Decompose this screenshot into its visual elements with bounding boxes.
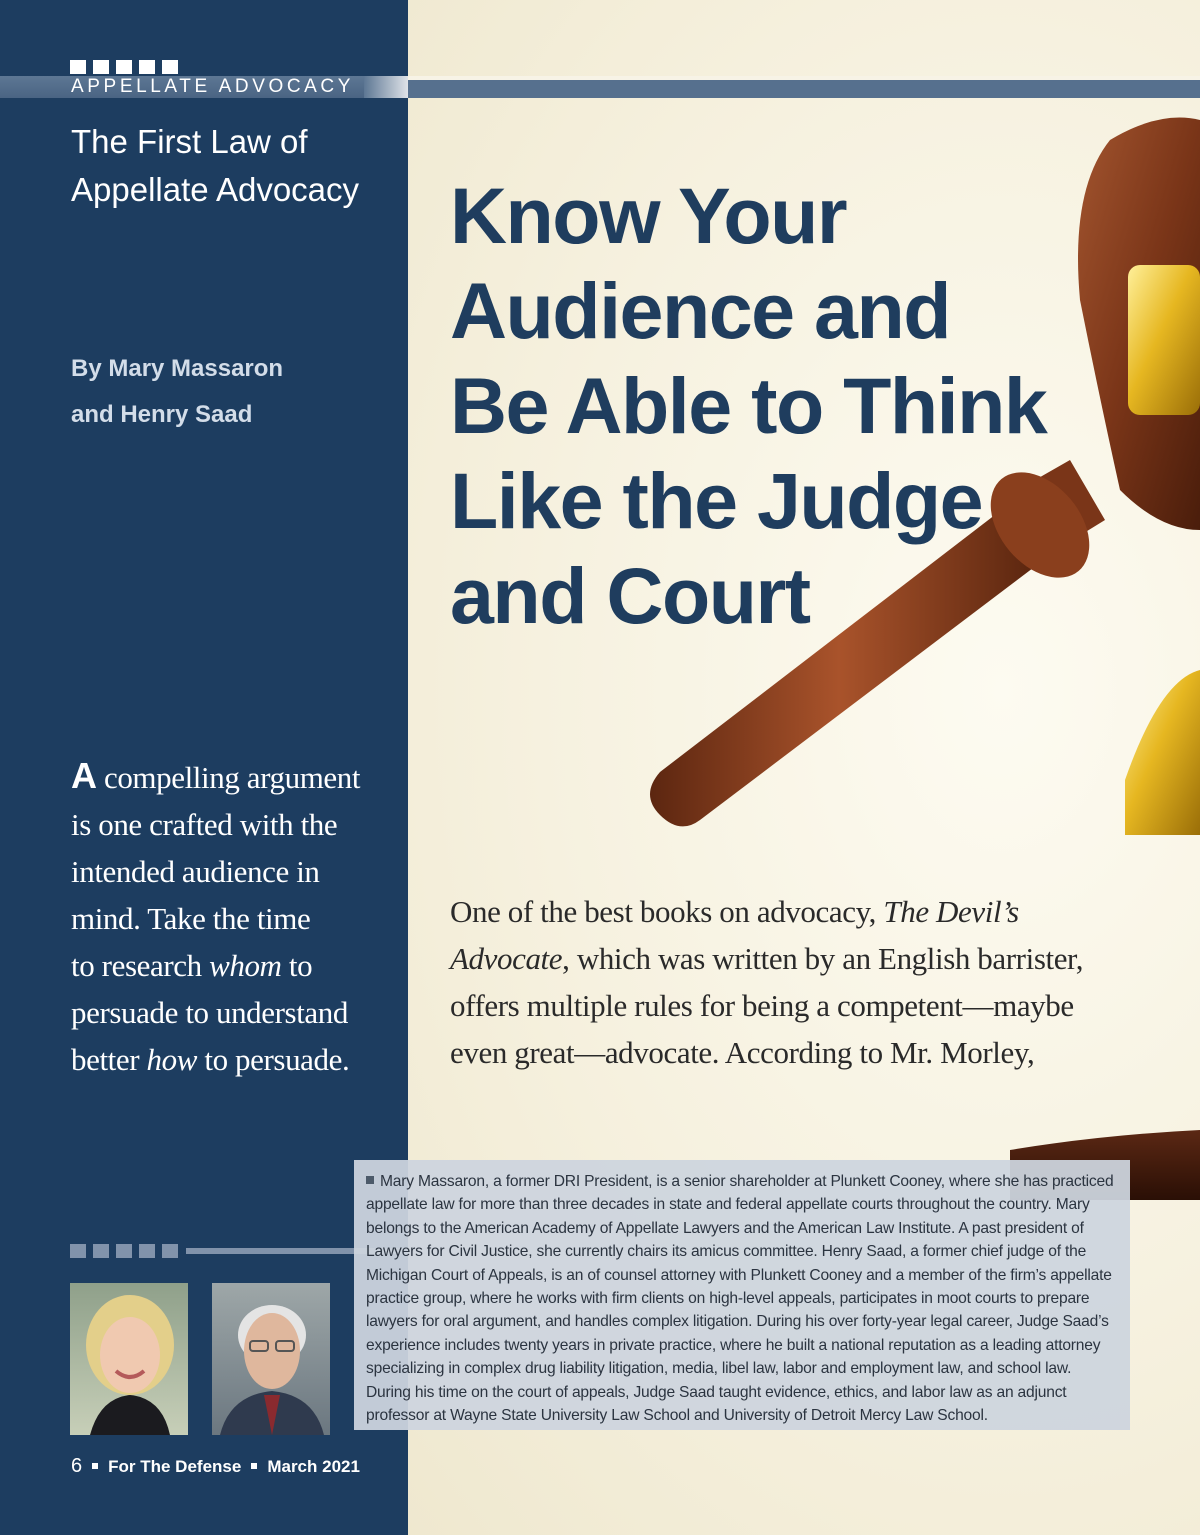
portrait-photo-woman [70, 1283, 188, 1435]
issue-date: March 2021 [267, 1457, 360, 1476]
headline: Know Your Audience and Be Able to Think Like the Judge and Court [450, 171, 1047, 640]
portrait-photo-man [212, 1283, 330, 1435]
article-kicker: The First Law of Appellate Advocacy [71, 123, 360, 208]
pull-quote: A compelling argument is one crafted with the intended audience in mind. Take the time to research whom to persuade to understand better how to persuade. [71, 755, 361, 1077]
section-marker-squares [70, 60, 178, 74]
author-photo-massaron [70, 1283, 188, 1435]
author-photo-saad [212, 1283, 330, 1435]
section-label: APPELLATE ADVOCACY [71, 76, 355, 97]
drop-cap: A [71, 755, 97, 796]
byline: By Mary Massaron and Henry Saad [71, 355, 284, 428]
publication-name: For The Defense [108, 1457, 242, 1476]
page-footer [71, 1455, 360, 1478]
intro-paragraph: One of the best books on advocacy, The Devil’s Advocate, which was written by an English barrister, offers multiple rules for being a competent—maybe even great—advocate. According to Mr. Morley, [450, 894, 1084, 1070]
bullet-square-icon [366, 1176, 374, 1184]
bio-marker-squares [70, 1244, 178, 1258]
author-bio: Mary Massaron, a former DRI President, is a senior shareholder at Plunkett Cooney, where she has practiced appellate law for more than three decades in state and federal appellate courts throughout the country. Mary belongs to the American Academy of Appellate Lawyers and the American Law Institute. A past president of Lawyers for Civil Justice, she currently chairs its amicus committee. Henry Saad, a former chief judge of the Michigan Court of Appeals, is an of counsel attorney with Plunkett Cooney and a member of the firm’s appellate practice group, where he works with firm clients on high-level appeals, participates in moot courts to prepare lawyers for oral argument, and handles complex litigation. During his over forty-year legal career, Judge Saad’s experience includes twenty years in private practice, where he built a national reputation as a leading attorney specializing in complex drug liability litigation, media, libel law, labor and employment law, and school law. During his time on the court of appeals, Judge Saad taught evidence, ethics, and labor law as an adjunct professor at Wayne State University Law School and University of Detroit Mercy Law School. [354, 1160, 1130, 1430]
page-number: 6 [71, 1455, 83, 1477]
